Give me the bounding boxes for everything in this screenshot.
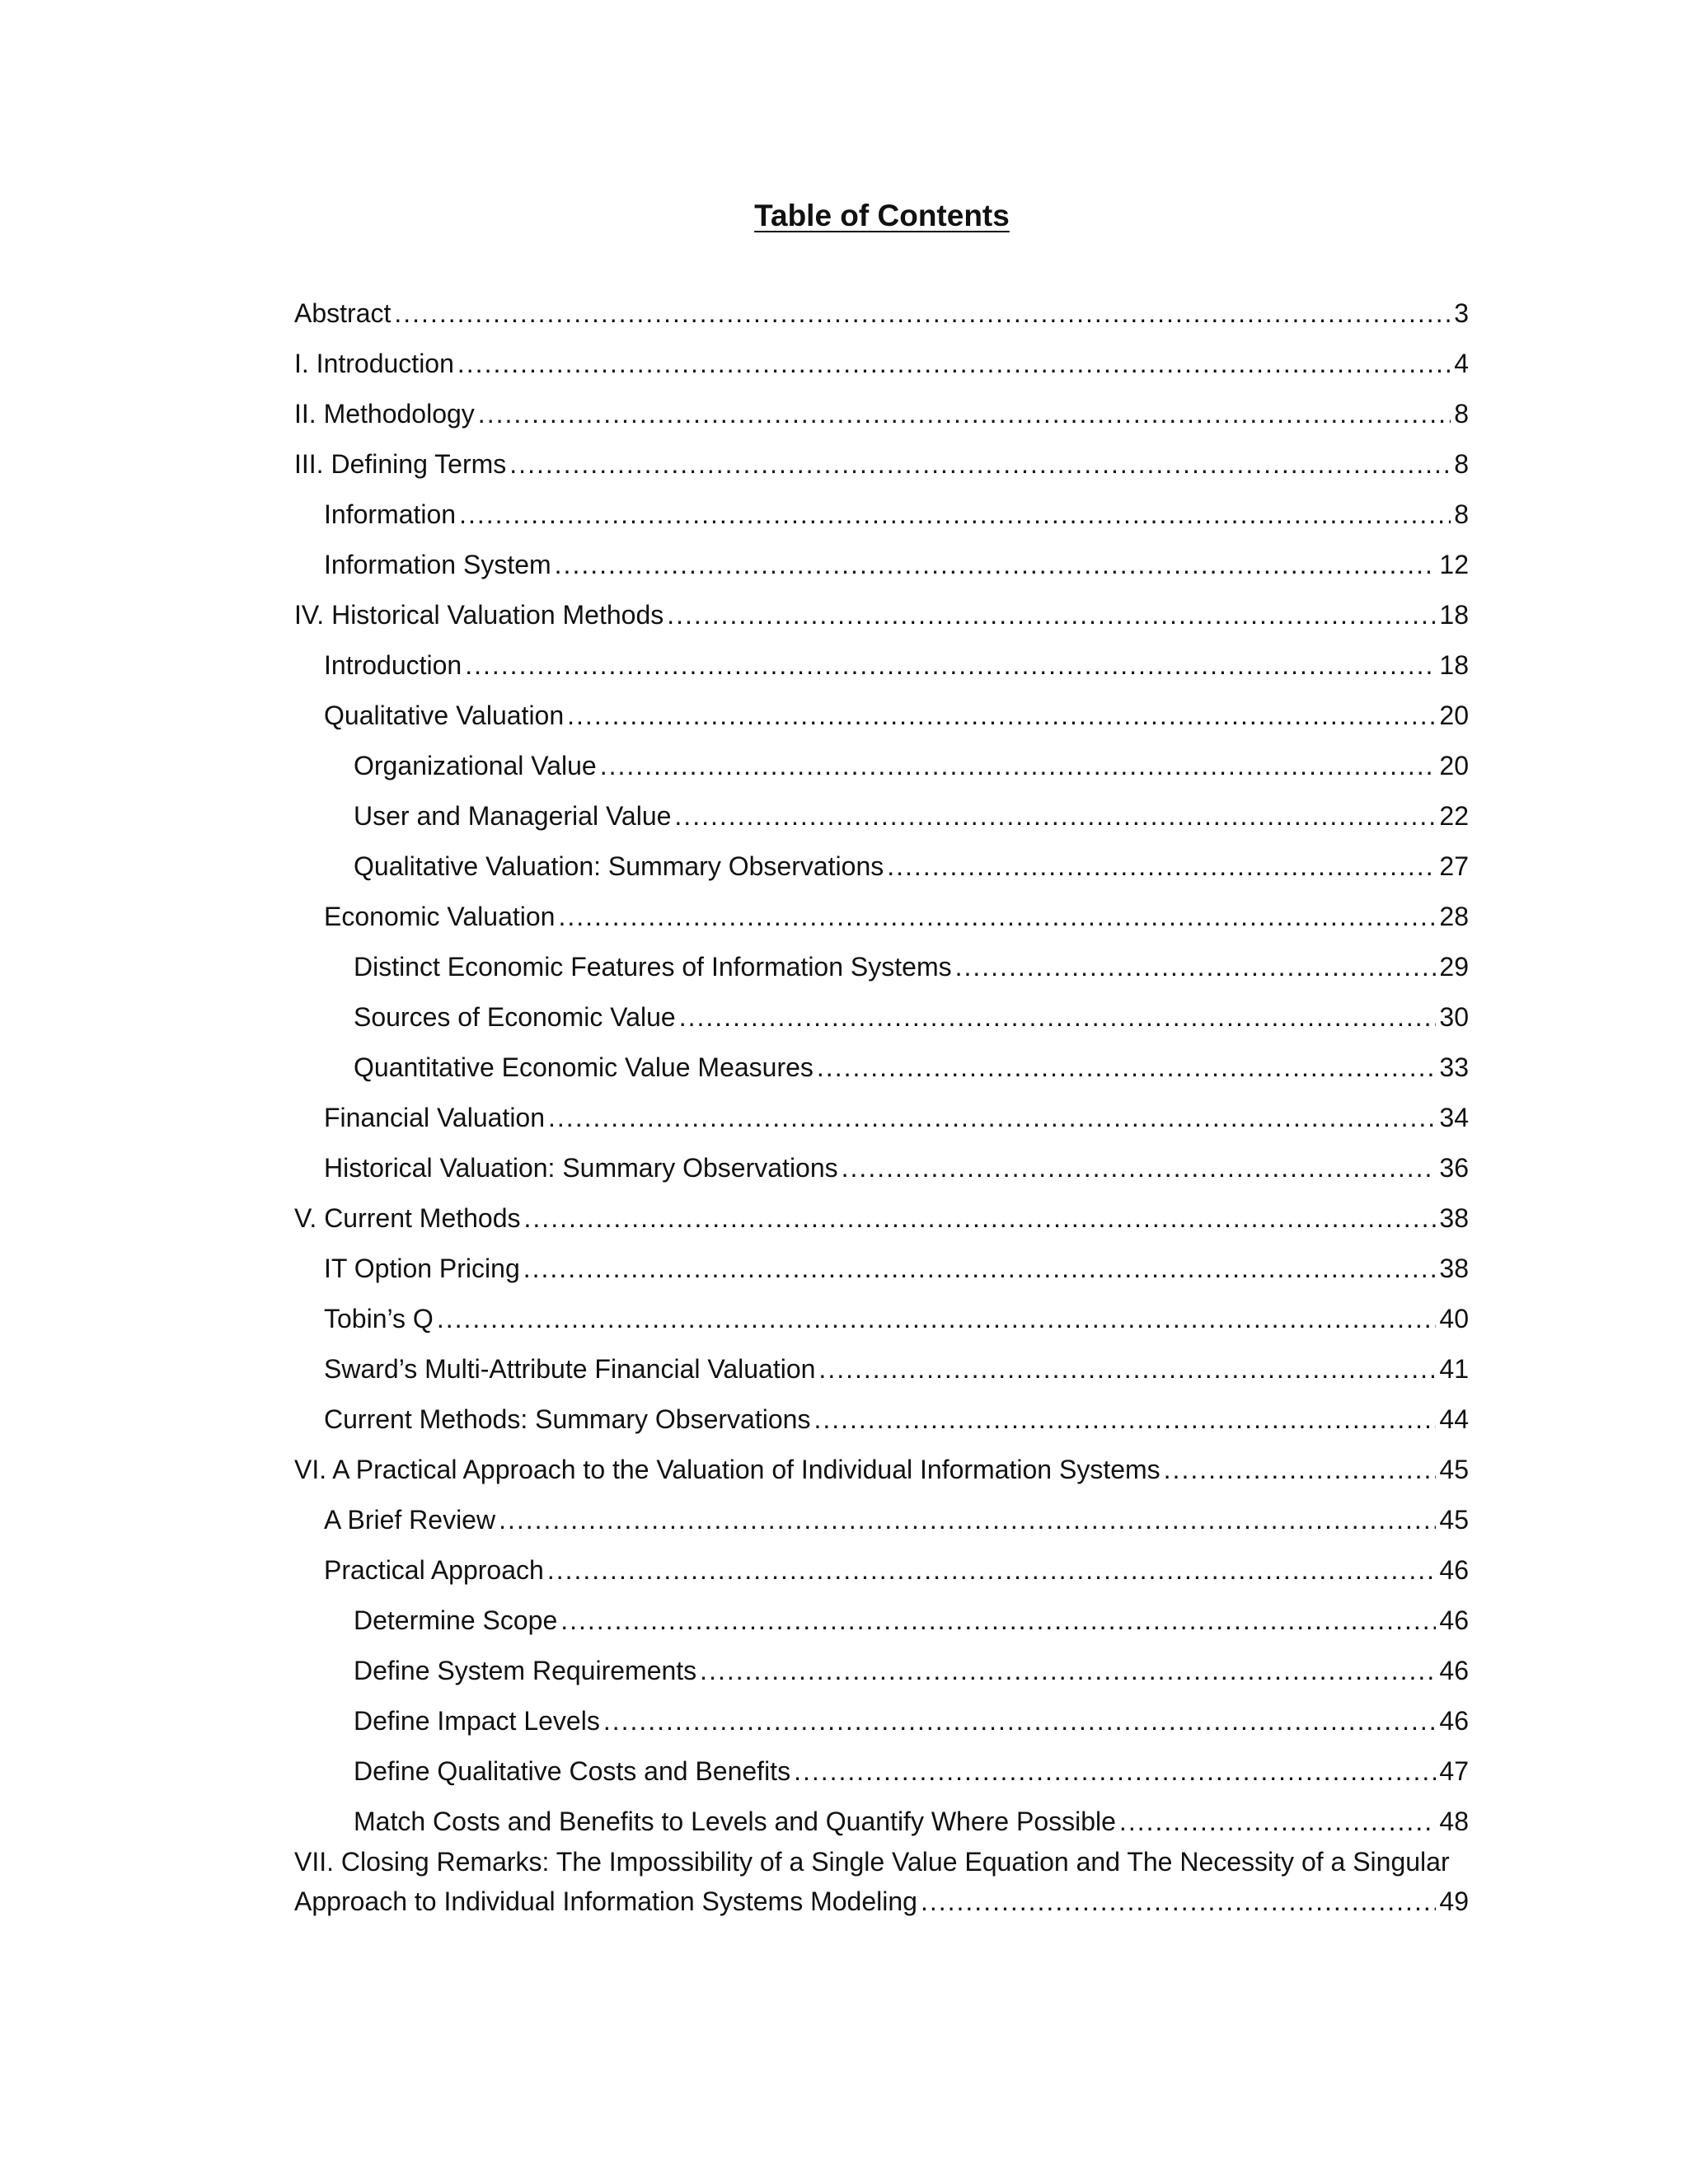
dot-leader	[887, 846, 1436, 887]
toc-entry-page-number: 27	[1436, 846, 1469, 887]
toc-entry-page-number: 46	[1436, 1549, 1469, 1591]
toc-entry[interactable]	[294, 1591, 1469, 1641]
toc-entry-page-number: 38	[1436, 1248, 1469, 1289]
toc-entry[interactable]	[294, 1088, 1469, 1138]
dot-leader	[478, 393, 1451, 434]
toc-entry[interactable]	[294, 736, 1469, 786]
toc-entry-label: Tobin’s Q	[324, 1298, 437, 1339]
toc-entry[interactable]	[294, 1440, 1469, 1490]
toc-entry-page-number: 46	[1436, 1650, 1469, 1691]
toc-entry-label: Introduction	[324, 644, 465, 686]
toc-entry-page-number: 45	[1436, 1449, 1469, 1490]
dot-leader	[394, 293, 1451, 334]
toc-entry-label: Organizational Value	[354, 745, 600, 786]
dot-leader	[555, 544, 1437, 585]
toc-entry-label: VI. A Practical Approach to the Valuation of Individual Information Systems	[294, 1449, 1164, 1490]
dot-leader	[817, 1047, 1437, 1088]
toc-entry-page-number: 8	[1451, 393, 1469, 434]
toc-entry[interactable]	[294, 1842, 1469, 1921]
toc-entry[interactable]	[294, 1540, 1469, 1591]
toc-entry-page-number: 38	[1436, 1197, 1469, 1239]
toc-entry[interactable]	[294, 284, 1469, 334]
toc-entry-label: Qualitative Valuation	[324, 695, 567, 736]
toc-entry-label: Financial Valuation	[324, 1097, 548, 1138]
toc-entry[interactable]	[294, 635, 1469, 686]
toc-entry[interactable]	[294, 535, 1469, 585]
toc-entry-label: IV. Historical Valuation Methods	[294, 594, 667, 635]
toc-entry-label: Abstract	[294, 293, 394, 334]
toc-entry-label: Distinct Economic Features of Information Systems	[354, 946, 955, 987]
toc-entry-page-number: 33	[1436, 1047, 1469, 1088]
toc-entry[interactable]	[294, 837, 1469, 887]
dot-leader	[842, 1147, 1437, 1188]
dot-leader	[1119, 1801, 1436, 1842]
toc-entry-label: Sward’s Multi-Attribute Financial Valuation	[324, 1348, 818, 1390]
toc-entry[interactable]	[294, 887, 1469, 937]
toc-entry-label: User and Managerial Value	[354, 795, 674, 837]
toc-entry[interactable]	[294, 1339, 1469, 1390]
dot-leader	[560, 1600, 1436, 1641]
toc-entry[interactable]	[294, 937, 1469, 987]
toc-entry-page-number: 49	[1436, 1882, 1469, 1921]
toc-entry-line2	[294, 1882, 1469, 1921]
dot-leader	[459, 494, 1451, 535]
toc-entry[interactable]	[294, 1038, 1469, 1088]
dot-leader	[437, 1298, 1437, 1339]
toc-entry-page-number: 41	[1436, 1348, 1469, 1390]
toc-entry-label: Current Methods: Summary Observations	[324, 1399, 814, 1440]
toc-entry[interactable]	[294, 786, 1469, 837]
toc-list	[294, 284, 1469, 1921]
toc-entry[interactable]	[294, 1741, 1469, 1792]
toc-entry-label: Quantitative Economic Value Measures	[354, 1047, 817, 1088]
toc-entry-label: Qualitative Valuation: Summary Observations	[354, 846, 887, 887]
toc-entry-page-number: 48	[1436, 1801, 1469, 1842]
toc-entry[interactable]	[294, 1138, 1469, 1188]
dot-leader	[1164, 1449, 1437, 1490]
dot-leader	[524, 1197, 1437, 1239]
dot-leader	[558, 896, 1436, 937]
toc-entry-label: Determine Scope	[354, 1600, 560, 1641]
toc-entry-label: Information System	[324, 544, 555, 585]
toc-entry-page-number: 18	[1436, 594, 1469, 635]
toc-entry-label: IT Option Pricing	[324, 1248, 523, 1289]
toc-entry-page-number: 34	[1436, 1097, 1469, 1138]
toc-entry-page-number: 28	[1436, 896, 1469, 937]
toc-entry-label: Define System Requirements	[354, 1650, 700, 1691]
dot-leader	[794, 1750, 1436, 1792]
toc-entry[interactable]	[294, 1641, 1469, 1691]
toc-entry[interactable]	[294, 334, 1469, 384]
toc-entry-label: V. Current Methods	[294, 1197, 524, 1239]
dot-leader	[465, 644, 1436, 686]
dot-leader	[667, 594, 1436, 635]
dot-leader	[921, 1882, 1436, 1921]
toc-entry-label: Define Impact Levels	[354, 1700, 603, 1741]
toc-entry[interactable]	[294, 1390, 1469, 1440]
dot-leader	[523, 1248, 1437, 1289]
toc-entry[interactable]	[294, 1239, 1469, 1289]
toc-entry-label: Define Qualitative Costs and Benefits	[354, 1750, 794, 1792]
dot-leader	[457, 343, 1451, 384]
toc-entry-label: III. Defining Terms	[294, 443, 509, 485]
dot-leader	[818, 1348, 1436, 1390]
toc-entry-page-number: 3	[1451, 293, 1469, 334]
toc-entry[interactable]	[294, 1792, 1469, 1842]
toc-entry-page-number: 47	[1436, 1750, 1469, 1792]
toc-entry-label: Information	[324, 494, 459, 535]
dot-leader	[567, 695, 1436, 736]
toc-entry-page-number: 22	[1436, 795, 1469, 837]
dot-leader	[548, 1097, 1436, 1138]
toc-entry-page-number: 4	[1451, 343, 1469, 384]
toc-entry-label: I. Introduction	[294, 343, 457, 384]
dot-leader	[700, 1650, 1436, 1691]
page-title: Table of Contents	[754, 199, 1010, 232]
toc-entry-page-number: 29	[1436, 946, 1469, 987]
toc-entry-label: Historical Valuation: Summary Observations	[324, 1147, 842, 1188]
toc-entry[interactable]	[294, 434, 1469, 485]
toc-entry-page-number: 46	[1436, 1600, 1469, 1641]
toc-entry-page-number: 45	[1436, 1499, 1469, 1540]
toc-entry[interactable]	[294, 686, 1469, 736]
toc-entry-label-line2: Approach to Individual Information Systems Modeling	[294, 1882, 921, 1921]
toc-entry-label-line1: VII. Closing Remarks: The Impossibility of a Single Value Equation and The Necessity of a Singular	[294, 1847, 1450, 1877]
toc-entry[interactable]	[294, 1188, 1469, 1239]
toc-entry-page-number: 20	[1436, 745, 1469, 786]
dot-leader	[547, 1549, 1437, 1591]
toc-entry-page-number: 30	[1436, 996, 1469, 1038]
toc-entry-page-number: 36	[1436, 1147, 1469, 1188]
toc-entry-page-number: 20	[1436, 695, 1469, 736]
toc-entry[interactable]	[294, 384, 1469, 434]
toc-entry[interactable]	[294, 987, 1469, 1038]
toc-entry-page-number: 8	[1451, 443, 1469, 485]
dot-leader	[509, 443, 1451, 485]
toc-entry-label: Match Costs and Benefits to Levels and Quantify Where Possible	[354, 1801, 1119, 1842]
toc-entry[interactable]	[294, 585, 1469, 635]
toc-entry-page-number: 12	[1436, 544, 1469, 585]
toc-entry[interactable]	[294, 1691, 1469, 1741]
toc-entry[interactable]	[294, 485, 1469, 535]
toc-entry-label: Economic Valuation	[324, 896, 558, 937]
toc-entry-label: II. Methodology	[294, 393, 478, 434]
dot-leader	[674, 795, 1436, 837]
dot-leader	[955, 946, 1437, 987]
dot-leader	[679, 996, 1437, 1038]
toc-entry-page-number: 8	[1451, 494, 1469, 535]
toc-entry-page-number: 18	[1436, 644, 1469, 686]
toc-entry[interactable]	[294, 1289, 1469, 1339]
toc-entry[interactable]	[294, 1490, 1469, 1540]
dot-leader	[814, 1399, 1436, 1440]
dot-leader	[600, 745, 1437, 786]
dot-leader	[499, 1499, 1436, 1540]
toc-entry-label: Sources of Economic Value	[354, 996, 679, 1038]
toc-entry-page-number: 40	[1436, 1298, 1469, 1339]
dot-leader	[603, 1700, 1437, 1741]
toc-entry-label: Practical Approach	[324, 1549, 547, 1591]
toc-entry-page-number: 46	[1436, 1700, 1469, 1741]
toc-entry-page-number: 44	[1436, 1399, 1469, 1440]
toc-entry-label: A Brief Review	[324, 1499, 499, 1540]
